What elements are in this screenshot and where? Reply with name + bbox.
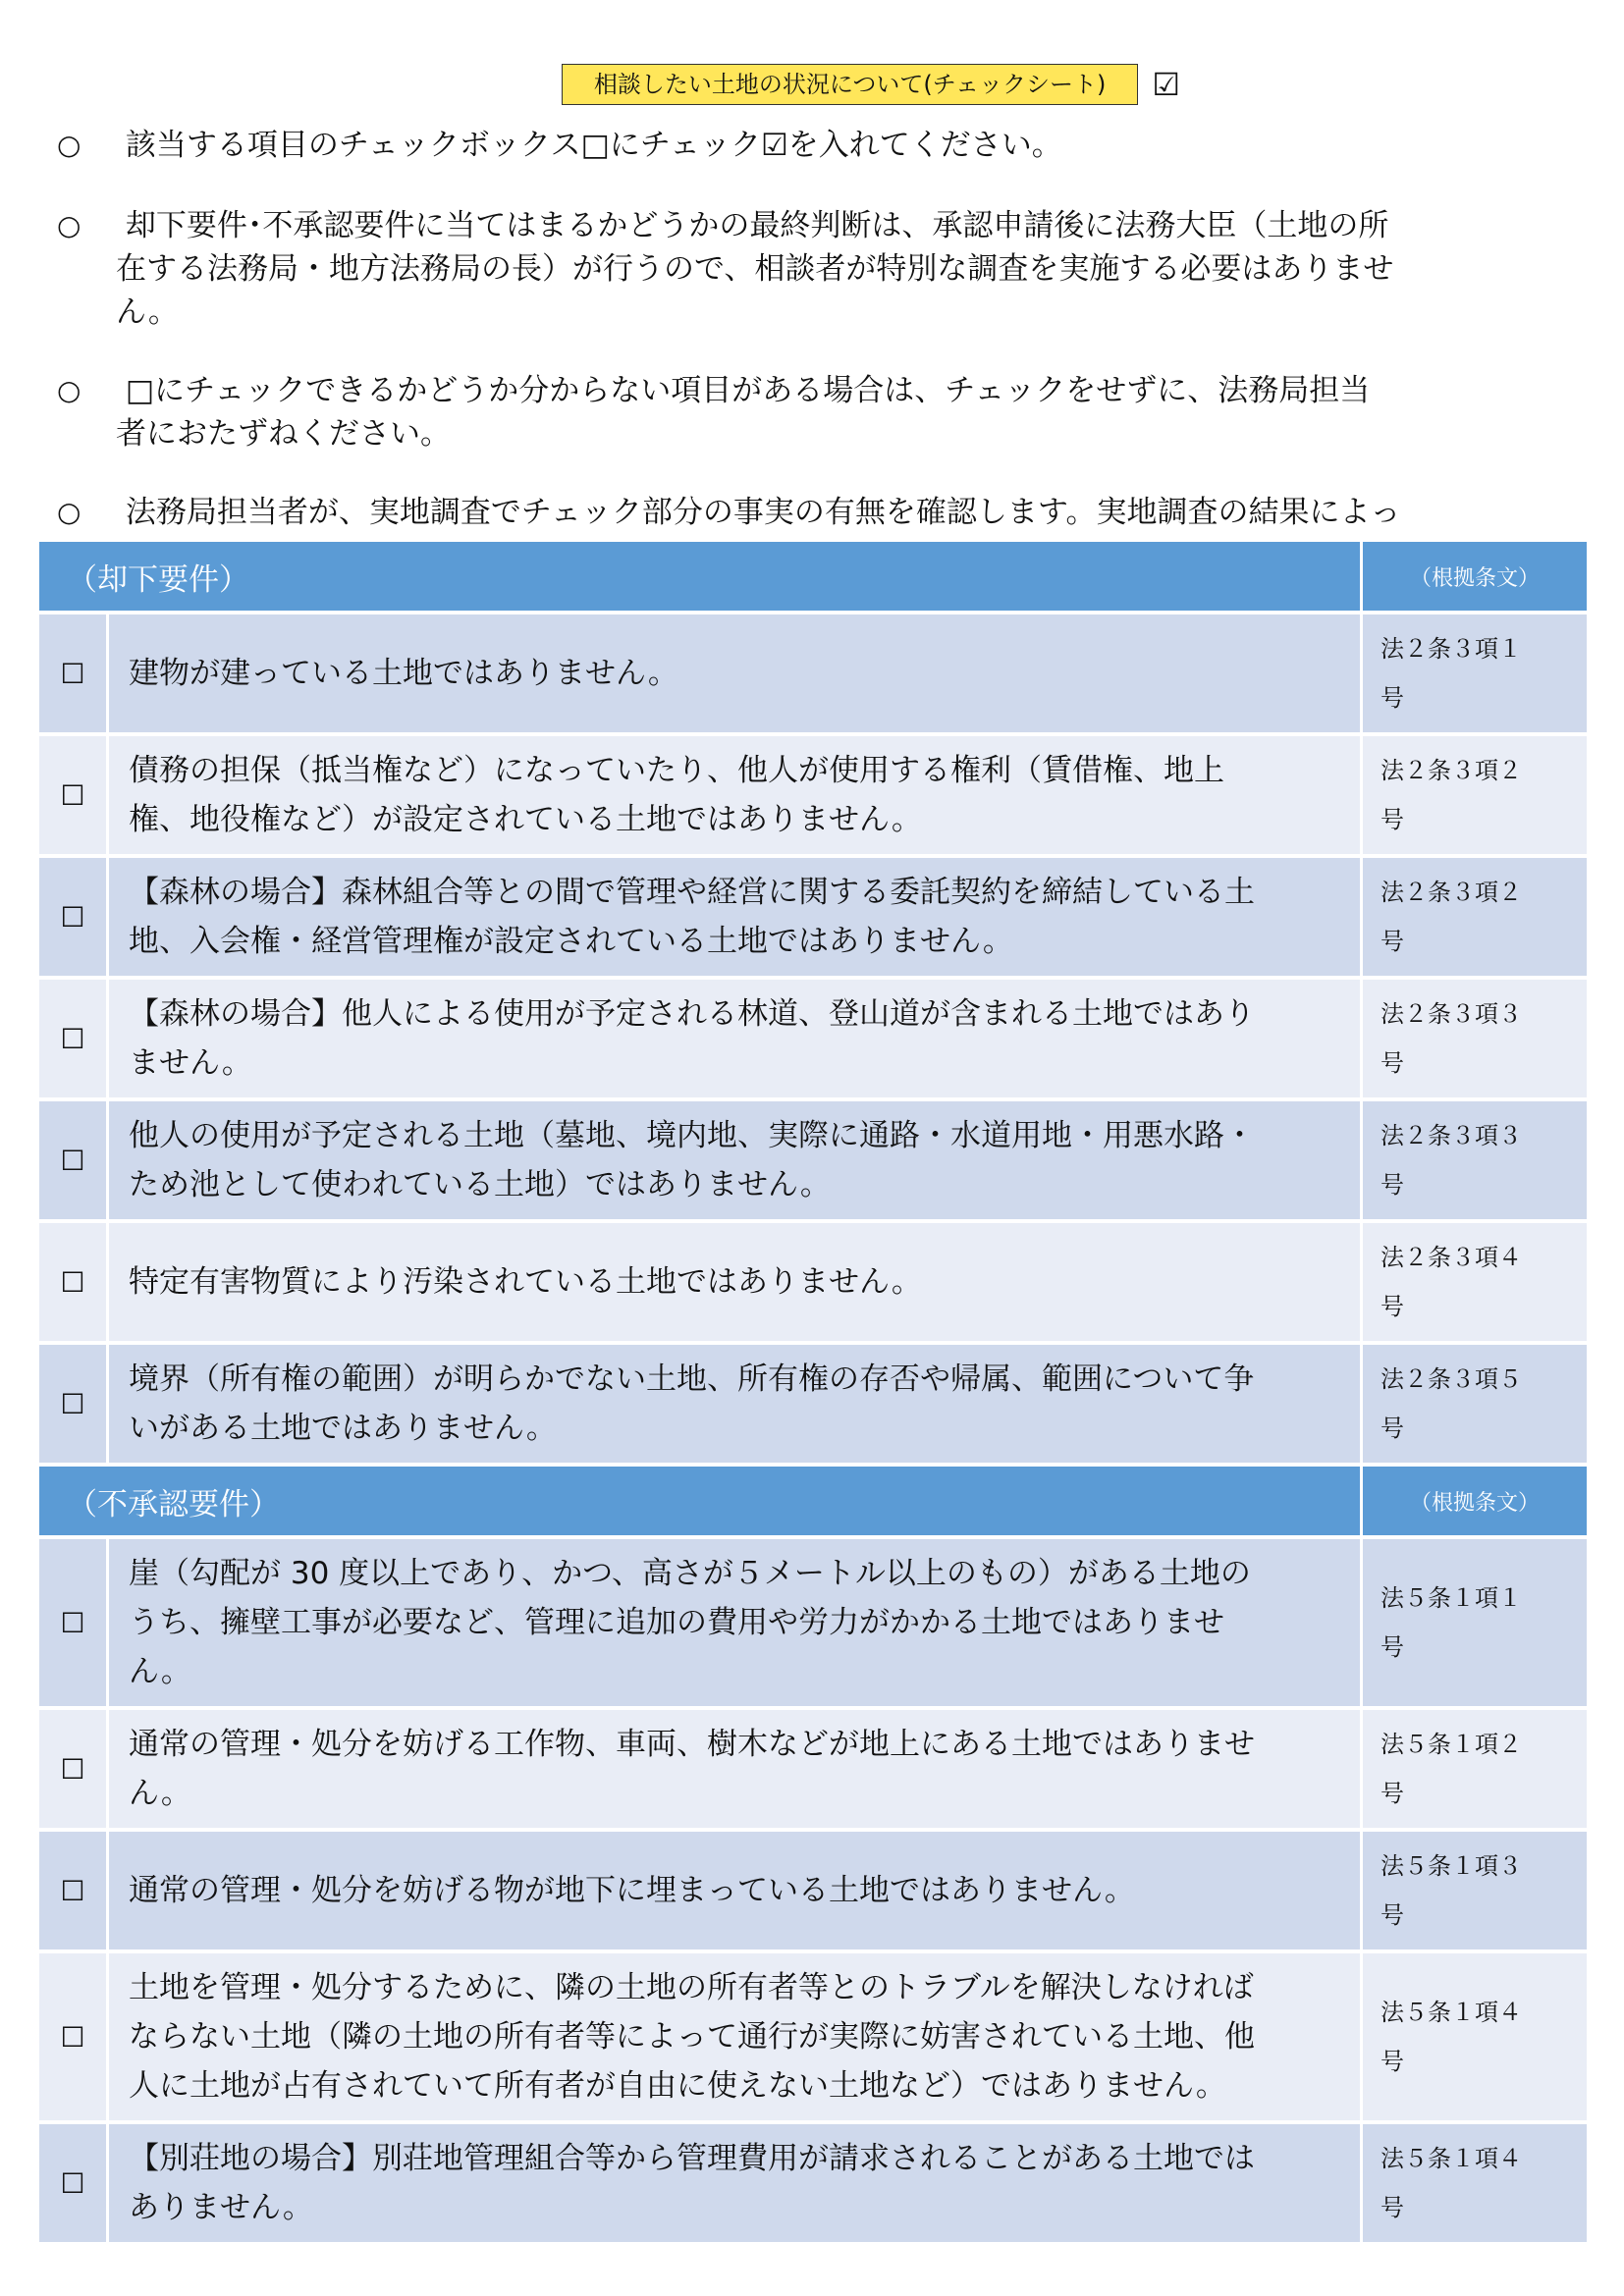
checklist-row: [39, 614, 1587, 732]
item-text: 【森林の場合】森林組合等との間で管理や経営に関する委託契約を締結している土 地、入会権・経営管理権が設定されている土地ではありません。: [109, 858, 1360, 976]
item-basis: 法５条１項２ 号: [1360, 1710, 1587, 1828]
item-basis: 法２条３項２ 号: [1360, 736, 1587, 854]
instruction-2: [57, 204, 1530, 334]
checklist-table: [39, 538, 1587, 2246]
instruction-text: □にチェックできるかどうか分からない項目がある場合は、チェックをせずに、法務局担当 者におたずねください。: [116, 373, 1371, 452]
checklist-row: [39, 980, 1587, 1097]
instruction-4-clip: [57, 491, 1589, 534]
checkbox[interactable]: ☐: [39, 1101, 109, 1219]
item-basis: 法２条３項３ 号: [1360, 980, 1587, 1097]
checkbox[interactable]: ☐: [39, 1953, 109, 2120]
checklist-row: [39, 1832, 1587, 1949]
item-text: 通常の管理・処分を妨げる工作物、車両、樹木などが地上にある土地ではありませ ん。: [109, 1710, 1360, 1828]
checkbox[interactable]: ☐: [39, 980, 109, 1097]
checked-box-icon: ☑: [1152, 66, 1181, 103]
instruction-text: 法務局担当者が、実地調査でチェック部分の事実の有無を確認します。実地調査の結果によっ: [116, 495, 1401, 530]
section-header-dismissal: [39, 542, 1587, 611]
basis-header: （根拠条文）: [1360, 1467, 1587, 1535]
item-basis: 法５条１項４ 号: [1360, 1953, 1587, 2120]
item-basis: 法５条１項１ 号: [1360, 1539, 1587, 1706]
item-text: 境界（所有権の範囲）が明らかでない土地、所有権の存否や帰属、範囲について争 いがある土地ではありません。: [109, 1345, 1360, 1463]
basis-header: （根拠条文）: [1360, 542, 1587, 611]
item-basis: 法５条１項３ 号: [1360, 1832, 1587, 1949]
instruction-3: [57, 369, 1530, 455]
bullet-circle-icon: ○: [57, 209, 81, 241]
item-basis: 法２条３項４ 号: [1360, 1223, 1587, 1341]
checkbox[interactable]: ☐: [39, 858, 109, 976]
section-header-non-approval: [39, 1467, 1587, 1535]
item-basis: 法２条３項１ 号: [1360, 614, 1587, 732]
item-basis: 法２条３項３ 号: [1360, 1101, 1587, 1219]
item-text: 債務の担保（抵当権など）になっていたり、他人が使用する権利（賃借権、地上 権、地役権など）が設定されている土地ではありません。: [109, 736, 1360, 854]
instruction-text: 却下要件･不承認要件に当てはまるかどうかの最終判断は、承認申請後に法務大臣（土地の所 在する法務局・地方法務局の長）が行うので、相談者が特別な調査を実施する必要はありませ ん。: [116, 208, 1394, 330]
checkbox[interactable]: ☐: [39, 1223, 109, 1341]
checklist-row: [39, 1539, 1587, 1706]
bullet-circle-icon: ○: [57, 374, 81, 406]
instruction-text: 該当する項目のチェックボックス□にチェック☑を入れてください。: [116, 128, 1062, 163]
item-text: 建物が建っている土地ではありません。: [109, 614, 1360, 732]
checklist-row: [39, 858, 1587, 976]
checklist-row: [39, 1223, 1587, 1341]
section-title: （不承認要件）: [39, 1467, 1360, 1535]
item-text: 【別荘地の場合】別荘地管理組合等から管理費用が請求されることがある土地では ありません。: [109, 2124, 1360, 2242]
title-row: [0, 63, 1624, 106]
checkbox[interactable]: ☐: [39, 1345, 109, 1463]
instruction-4: [57, 491, 1530, 534]
checkbox[interactable]: ☐: [39, 1832, 109, 1949]
item-basis: 法２条３項５ 号: [1360, 1345, 1587, 1463]
checkbox[interactable]: ☐: [39, 614, 109, 732]
item-text: 土地を管理・処分するために、隣の土地の所有者等とのトラブルを解決しなければ ならない土地（隣の土地の所有者等によって通行が実際に妨害されている土地、他 人に土地が占有されていて所有者が自由に使えない土地など）ではありません。: [109, 1953, 1360, 2120]
item-text: 崖（勾配が 30 度以上であり、かつ、高さが５メートル以上のもの）がある土地の うち、擁壁工事が必要など、管理に追加の費用や労力がかかる土地ではありませ ん。: [109, 1539, 1360, 1706]
checklist-row: [39, 1101, 1587, 1219]
checklist-row: [39, 2124, 1587, 2242]
instruction-1: [57, 124, 1530, 167]
item-text: 通常の管理・処分を妨げる物が地下に埋まっている土地ではありません。: [109, 1832, 1360, 1949]
checklist-row: [39, 736, 1587, 854]
page-title: 相談したい土地の状況について(チェックシート): [562, 64, 1139, 105]
bullet-circle-icon: ○: [57, 496, 81, 528]
checkbox[interactable]: ☐: [39, 2124, 109, 2242]
checkbox[interactable]: ☐: [39, 1710, 109, 1828]
item-text: 他人の使用が予定される土地（墓地、境内地、実際に通路・水道用地・用悪水路・ ため池として使われている土地）ではありません。: [109, 1101, 1360, 1219]
checklist-row: [39, 1345, 1587, 1463]
item-basis: 法５条１項４ 号: [1360, 2124, 1587, 2242]
checklist-row: [39, 1710, 1587, 1828]
checkbox[interactable]: ☐: [39, 1539, 109, 1706]
checklist-row: [39, 1953, 1587, 2120]
checkbox[interactable]: ☐: [39, 736, 109, 854]
section-title: （却下要件）: [39, 542, 1360, 611]
bullet-circle-icon: ○: [57, 129, 81, 161]
item-text: 特定有害物質により汚染されている土地ではありません。: [109, 1223, 1360, 1341]
item-text: 【森林の場合】他人による使用が予定される林道、登山道が含まれる土地ではあり ません。: [109, 980, 1360, 1097]
item-basis: 法２条３項２ 号: [1360, 858, 1587, 976]
